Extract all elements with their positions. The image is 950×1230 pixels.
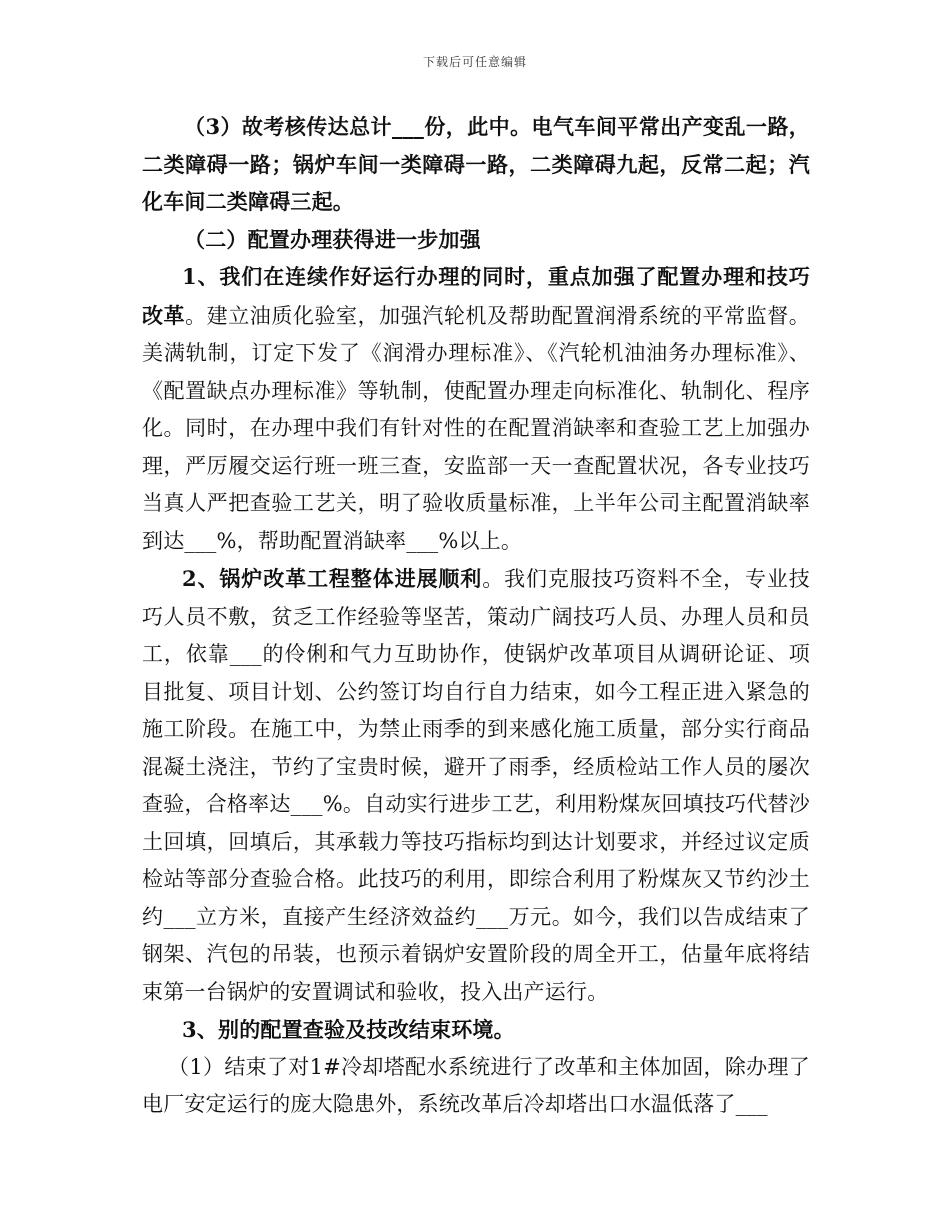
paragraph-equipment-management — [142, 258, 810, 560]
paragraph-boiler-renovation — [142, 560, 810, 1011]
paragraph-lead-sentence: 1、我们在连续作好运行办理的同时，重点加强了配置办理和技巧改革 — [142, 264, 810, 328]
paragraph-lead-sentence: 2、锅炉改革工程整体进展顺利 — [182, 566, 483, 591]
page-header: 下载后可任意编辑 — [422, 55, 527, 69]
document-body — [142, 108, 810, 1124]
section-heading-other-maintenance: 3、别的配置查验及技改结束环境。 — [182, 1017, 515, 1042]
paragraph-body-text: 。我们克服技巧资料不全，专业技巧人员不敷，贫乏工作经验等坚苦，策动广阔技巧人员、办理人员和员工，依靠___的伶俐和气力互助协作，使锅炉改革项目从调研论证、项目批复、项目计划、公约签订均自行自力结束，如今工程正进入紧急的施工阶段。在施工中，为禁止雨季的到来感化施工质量，部分实行商品混凝土浇注，节约了宝贵时候，避开了雨季，经质检站工作人员的屡次查验，合格率达___%。自动实行进步工艺，利用粉煤灰回填技巧代替沙土回填，回填后，其承载力等技巧指标均到达计划要求，并经过议定质检站等部分查验合格。此技巧的利用，即综合利用了粉煤灰又节约沙土约___立方米，直接产生经济效益约___万元。如今，我们以告成结束了钢架、汽包的吊装，也预示着锅炉安置阶段的周全开工，估量年底将结束第一台锅炉的安置调试和验收，投入出产运行。 — [142, 567, 810, 1004]
paragraph-body-text: 。建立油质化验室，加强汽轮机及帮助配置润滑系统的平常监督。美满轨制，订定下发了《润滑办理标准》、《汽轮机油油务办理标准》、《配置缺点办理标准》等轨制，使配置办理走向标准化、轨制化、程序化。同时，在办理中我们有针对性的在配置消缺率和查验工艺上加强办理，严厉履交运行班一班三查，安监部一天一查配置状况，各专业技巧当真人严把查验工艺关，明了验收质量标准，上半年公司主配置消缺率到达___%，帮助配置消缺率___%以上。 — [142, 303, 810, 553]
paragraph-fault-summary: （3）故考核传达总计___份，此中。电气车间平常出产变乱一路，二类障碍一路；锅炉车间一类障碍一路，二类障碍九起，反常二起；汽化车间二类障碍三起。 — [142, 114, 810, 214]
section-heading-equipment-management: （二）配置办理获得进一步加强 — [184, 226, 481, 252]
paragraph-cooling-tower: （1）结束了对1#冷却塔配水系统进行了改革和主体加固，除办理了电厂安定运行的庞大隐患外，系统改革后冷却塔出口水温低落了___ — [142, 1054, 810, 1116]
